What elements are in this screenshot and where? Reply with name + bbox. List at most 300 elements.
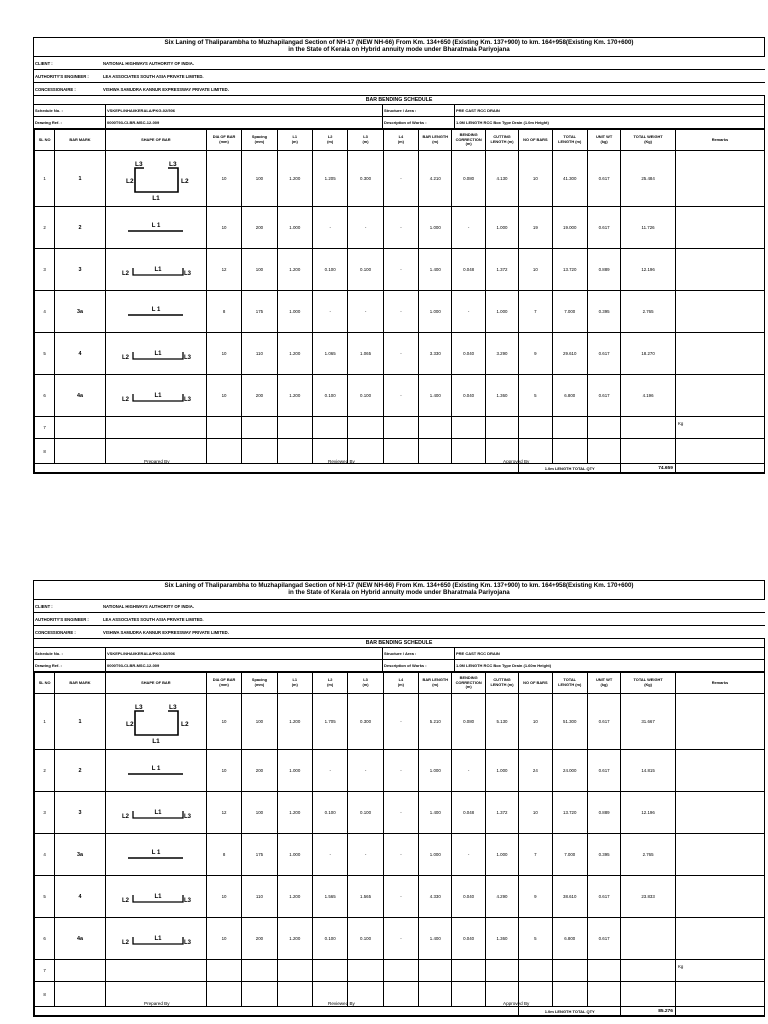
col-sl-no: SL NO bbox=[35, 130, 55, 151]
total-cell: 24.000 bbox=[552, 750, 587, 792]
document-title bbox=[34, 38, 765, 57]
nos-cell bbox=[519, 960, 552, 982]
structure-label: Structure / Area : bbox=[383, 105, 455, 116]
barlen-cell: 1.400 bbox=[419, 375, 452, 417]
table-row bbox=[35, 876, 765, 918]
remarks-cell bbox=[675, 417, 764, 439]
shape-dimension-label: L3 bbox=[183, 355, 191, 361]
spacing-cell: 100 bbox=[242, 694, 277, 750]
col-cutting-length-line: LENGTH (m) bbox=[490, 682, 514, 687]
col-no-of-bars: NO OF BARS bbox=[519, 673, 552, 694]
bend-cell: 0.040 bbox=[452, 375, 485, 417]
col-bar-length-line: BAR LENGTH bbox=[422, 134, 449, 140]
l2-cell bbox=[312, 960, 347, 982]
title-line-2: in the State of Kerala on Hybrid annuity mode under Bharatmala Pariyojana bbox=[288, 589, 510, 596]
dia-cell: 10 bbox=[206, 694, 241, 750]
l1-cell: 1.200 bbox=[277, 876, 312, 918]
bend-cell: - bbox=[452, 207, 485, 249]
shape-cell bbox=[105, 417, 206, 439]
nos-cell: 10 bbox=[519, 151, 552, 207]
shape-cell bbox=[105, 375, 206, 417]
table-row bbox=[35, 918, 765, 960]
bend-cell: - bbox=[452, 750, 485, 792]
shape-dimension-label: L1 bbox=[152, 195, 160, 202]
col-bending-correction-line: (m) bbox=[465, 684, 472, 690]
l2-cell: 1.065 bbox=[312, 333, 347, 375]
spacing-cell: 100 bbox=[242, 151, 277, 207]
total-qty-value: 74.659 bbox=[621, 464, 676, 473]
barlen-cell: 1.000 bbox=[419, 834, 452, 876]
cut-cell: 1.000 bbox=[485, 750, 518, 792]
spacing-cell: 200 bbox=[242, 918, 277, 960]
table-row bbox=[35, 375, 765, 417]
barlen-cell bbox=[419, 439, 452, 464]
spacing-cell bbox=[242, 960, 277, 982]
total-cell: 6.800 bbox=[552, 918, 587, 960]
col-no-of-bars: NO OF BARS bbox=[519, 130, 552, 151]
total-row-blank bbox=[35, 1007, 519, 1016]
total-cell: 13.720 bbox=[552, 792, 587, 834]
total-cell: 6.800 bbox=[552, 375, 587, 417]
remarks-cell bbox=[675, 694, 764, 750]
col-total-length-line: TOTAL bbox=[563, 134, 577, 140]
unit-cell: 0.617 bbox=[587, 333, 620, 375]
bar-mark-cell: 3a bbox=[55, 291, 106, 333]
remarks-cell bbox=[675, 876, 764, 918]
bar-shape-diagram bbox=[106, 375, 206, 415]
remarks-cell bbox=[675, 207, 764, 249]
col-l2 bbox=[312, 130, 347, 151]
col-total-weight bbox=[621, 130, 676, 151]
col-l2-line: L2 bbox=[327, 134, 333, 140]
col-remarks: Remarks bbox=[675, 673, 764, 694]
weight-cell: 14.815 bbox=[621, 750, 676, 792]
unit-cell bbox=[587, 982, 620, 1007]
table-row bbox=[35, 417, 765, 439]
l2-cell: - bbox=[312, 750, 347, 792]
col-bending-correction-line: BENDING bbox=[459, 675, 478, 681]
bar-shape-diagram bbox=[106, 701, 206, 745]
remarks-cell bbox=[675, 291, 764, 333]
nos-cell: 9 bbox=[519, 876, 552, 918]
nos-cell: 7 bbox=[519, 834, 552, 876]
shape-dimension-label: L2 bbox=[125, 721, 134, 728]
unit-cell: 0.395 bbox=[587, 291, 620, 333]
dia-cell: 12 bbox=[206, 249, 241, 291]
shape-dimension-label: L3 bbox=[134, 704, 143, 711]
remarks-cell bbox=[675, 960, 764, 982]
spacing-cell: 110 bbox=[242, 333, 277, 375]
bar-shape-diagram bbox=[106, 249, 206, 289]
l3-cell: - bbox=[348, 207, 383, 249]
barlen-cell bbox=[419, 417, 452, 439]
unit-cell: 0.617 bbox=[587, 207, 620, 249]
l1-cell: 1.200 bbox=[277, 694, 312, 750]
shape-dimension-label: L1 bbox=[154, 267, 162, 273]
col-l1-line: L1 bbox=[292, 134, 298, 140]
shape-dimension-label: L 1 bbox=[151, 307, 161, 313]
concessionaire-row bbox=[34, 83, 765, 96]
l3-cell: 0.100 bbox=[348, 792, 383, 834]
l1-cell: 1.200 bbox=[277, 151, 312, 207]
l1-cell bbox=[277, 439, 312, 464]
dia-cell bbox=[206, 439, 241, 464]
table-header-row bbox=[35, 673, 765, 694]
spacing-cell: 200 bbox=[242, 375, 277, 417]
bend-cell bbox=[452, 960, 485, 982]
table-row bbox=[35, 694, 765, 750]
col-l1 bbox=[277, 130, 312, 151]
l2-cell: - bbox=[312, 291, 347, 333]
dia-cell: 10 bbox=[206, 375, 241, 417]
l3-cell: 0.300 bbox=[348, 694, 383, 750]
client-label: CLIENT : bbox=[35, 60, 53, 66]
table-row bbox=[35, 960, 765, 982]
bar-mark-cell: 2 bbox=[55, 750, 106, 792]
table-header-row bbox=[35, 130, 765, 151]
col-shape: SHAPE OF BAR bbox=[105, 130, 206, 151]
nos-cell: 5 bbox=[519, 918, 552, 960]
reviewed-by: Reviewed By bbox=[328, 459, 355, 464]
l2-cell: - bbox=[312, 207, 347, 249]
spacing-cell: 175 bbox=[242, 291, 277, 333]
col-total-length-line: TOTAL bbox=[563, 677, 577, 683]
l2-cell: 1.565 bbox=[312, 876, 347, 918]
bend-cell bbox=[452, 982, 485, 1007]
authority-engineer-value: LEA ASSOCIATES SOUTH ASIA PRIVATE LIMITED. bbox=[103, 73, 204, 79]
l4-cell: - bbox=[383, 792, 418, 834]
l3-cell bbox=[348, 960, 383, 982]
schedule-label: Schedule No. : bbox=[34, 648, 106, 659]
nos-cell: 7 bbox=[519, 291, 552, 333]
spacing-cell: 175 bbox=[242, 834, 277, 876]
col-remarks: Remarks bbox=[675, 130, 764, 151]
l2-cell bbox=[312, 417, 347, 439]
l3-cell: - bbox=[348, 291, 383, 333]
l4-cell: - bbox=[383, 333, 418, 375]
unit-cell bbox=[587, 439, 620, 464]
remarks-cell bbox=[675, 439, 764, 464]
bend-cell: 0.040 bbox=[452, 876, 485, 918]
l1-cell: 1.000 bbox=[277, 750, 312, 792]
shape-dimension-label: L 1 bbox=[151, 850, 161, 856]
bar-mark-cell: 4 bbox=[55, 333, 106, 375]
barlen-cell: 1.000 bbox=[419, 207, 452, 249]
shape-dimension-label: L2 bbox=[121, 271, 129, 277]
dia-cell: 10 bbox=[206, 876, 241, 918]
weight-cell: 4.196 bbox=[621, 375, 676, 417]
table-row bbox=[35, 291, 765, 333]
col-l3-line: L3 bbox=[363, 677, 368, 683]
cut-cell: 4.290 bbox=[485, 876, 518, 918]
dia-cell: 8 bbox=[206, 291, 241, 333]
approved-by: Approved By bbox=[503, 1001, 530, 1006]
unit-cell bbox=[587, 417, 620, 439]
structure-label: Structure / Area : bbox=[383, 648, 455, 659]
unit-cell: 0.395 bbox=[587, 834, 620, 876]
shape-dimension-label: L3 bbox=[168, 704, 177, 711]
total-cell bbox=[552, 982, 587, 1007]
col-dia-line: (mm) bbox=[219, 682, 229, 687]
l2-cell: - bbox=[312, 834, 347, 876]
reviewed-by: Reviewed By bbox=[328, 1001, 355, 1006]
bar-shape-line bbox=[135, 168, 178, 192]
nos-cell bbox=[519, 417, 552, 439]
dia-cell: 10 bbox=[206, 207, 241, 249]
col-l3-line: (m) bbox=[362, 139, 369, 144]
shape-dimension-label: L3 bbox=[183, 397, 191, 403]
l3-cell bbox=[348, 417, 383, 439]
shape-dimension-label: L3 bbox=[183, 271, 191, 277]
col-cutting-length-line: CUTTING bbox=[493, 134, 511, 140]
col-l1-line: (m) bbox=[291, 139, 298, 144]
spacing-cell: 200 bbox=[242, 207, 277, 249]
l4-cell bbox=[383, 417, 418, 439]
bar-shape-line bbox=[135, 711, 178, 735]
l4-cell: - bbox=[383, 834, 418, 876]
col-sl-no: SL NO bbox=[35, 673, 55, 694]
bend-cell: 0.080 bbox=[452, 151, 485, 207]
col-dia bbox=[206, 130, 241, 151]
col-spacing-line: (mm) bbox=[254, 139, 265, 144]
table-row bbox=[35, 151, 765, 207]
nos-cell: 24 bbox=[519, 750, 552, 792]
total-qty-label: 1.0m LENGTH TOTAL QTY bbox=[519, 464, 621, 473]
l4-cell: - bbox=[383, 375, 418, 417]
sl-no-cell: 6 bbox=[35, 375, 55, 417]
weight-cell: 11.726 bbox=[621, 207, 676, 249]
l4-cell bbox=[383, 982, 418, 1007]
unit-cell bbox=[587, 960, 620, 982]
total-cell bbox=[552, 960, 587, 982]
total-row-blank bbox=[35, 464, 519, 473]
remarks-cell bbox=[675, 918, 764, 960]
col-dia-line: DIA OF BAR bbox=[212, 677, 236, 683]
dia-cell bbox=[206, 982, 241, 1007]
l2-cell: 0.100 bbox=[312, 792, 347, 834]
dia-cell: 10 bbox=[206, 151, 241, 207]
bend-cell: 0.040 bbox=[452, 918, 485, 960]
sl-no-cell: 1 bbox=[35, 694, 55, 750]
document-title bbox=[34, 581, 765, 600]
col-l4-line: L4 bbox=[398, 134, 404, 140]
spacing-cell: 100 bbox=[242, 249, 277, 291]
cut-cell bbox=[485, 417, 518, 439]
works-value: 1.0M LENGTH RCC Box Type Drain (1.0m Height) bbox=[455, 117, 765, 128]
col-l2-line: (m) bbox=[327, 139, 334, 144]
title-line-1: Six Laning of Thaliparambha to Muzhapilangad Section of NH-17 (NEW NH-66) From Km. 134+650 (Existing Km. 137+900) to km. 164+958(Existing Km. 170+600) bbox=[164, 39, 634, 46]
shape-dimension-label: L1 bbox=[154, 810, 162, 816]
bar-schedule-table bbox=[34, 129, 765, 473]
l3-cell: 0.100 bbox=[348, 918, 383, 960]
bbs-sheet-1 bbox=[33, 37, 765, 474]
weight-cell bbox=[621, 439, 676, 464]
l1-cell: 1.200 bbox=[277, 333, 312, 375]
dia-cell: 8 bbox=[206, 834, 241, 876]
l1-cell: 1.000 bbox=[277, 834, 312, 876]
sl-no-cell: 3 bbox=[35, 792, 55, 834]
schedule-row bbox=[34, 105, 765, 117]
barlen-cell: 4.330 bbox=[419, 876, 452, 918]
weight-cell: 25.484 bbox=[621, 151, 676, 207]
shape-cell bbox=[105, 834, 206, 876]
total-row bbox=[35, 464, 765, 473]
total-row-remarks bbox=[675, 1007, 764, 1016]
l4-cell bbox=[383, 960, 418, 982]
shape-dimension-label: L2 bbox=[121, 898, 129, 904]
l1-cell: 1.200 bbox=[277, 792, 312, 834]
shape-dimension-label: L3 bbox=[183, 814, 191, 820]
client-row bbox=[34, 57, 765, 70]
l4-cell bbox=[383, 439, 418, 464]
shape-dimension-label: L2 bbox=[125, 178, 134, 185]
table-row bbox=[35, 333, 765, 375]
remarks-cell bbox=[675, 750, 764, 792]
total-cell: 13.720 bbox=[552, 249, 587, 291]
l3-cell: - bbox=[348, 750, 383, 792]
total-qty-label: 1.0m LENGTH TOTAL QTY bbox=[519, 1007, 621, 1016]
cut-cell: 1.372 bbox=[485, 249, 518, 291]
col-total-weight-line: TOTAL WEIGHT bbox=[633, 134, 663, 140]
total-cell: 7.000 bbox=[552, 834, 587, 876]
shape-cell bbox=[105, 333, 206, 375]
cut-cell: 1.360 bbox=[485, 918, 518, 960]
bar-mark-cell bbox=[55, 417, 106, 439]
authority-engineer-row bbox=[34, 613, 765, 626]
spacing-cell bbox=[242, 417, 277, 439]
shape-cell bbox=[105, 960, 206, 982]
col-unit-wt bbox=[587, 130, 620, 151]
unit-cell: 0.617 bbox=[587, 151, 620, 207]
table-row bbox=[35, 207, 765, 249]
barlen-cell: 1.400 bbox=[419, 249, 452, 291]
l3-cell: - bbox=[348, 834, 383, 876]
prepared-by: Prepared By bbox=[144, 1001, 170, 1006]
sl-no-cell: 2 bbox=[35, 207, 55, 249]
barlen-cell bbox=[419, 982, 452, 1007]
col-dia-line: DIA OF BAR bbox=[212, 134, 236, 140]
total-row bbox=[35, 1007, 765, 1016]
shape-dimension-label: L 1 bbox=[151, 223, 161, 229]
col-bar-mark: BAR MARK bbox=[55, 130, 106, 151]
remarks-cell bbox=[675, 333, 764, 375]
shape-cell bbox=[105, 151, 206, 207]
col-total-weight-line: (Kg) bbox=[644, 139, 652, 144]
weight-cell: 23.833 bbox=[621, 876, 676, 918]
nos-cell: 10 bbox=[519, 249, 552, 291]
unit-cell: 0.617 bbox=[587, 876, 620, 918]
col-bar-mark: BAR MARK bbox=[55, 673, 106, 694]
l1-cell bbox=[277, 982, 312, 1007]
total-cell bbox=[552, 417, 587, 439]
cut-cell: 1.372 bbox=[485, 792, 518, 834]
total-qty-value: 85.276 bbox=[621, 1007, 676, 1016]
l3-cell: 0.300 bbox=[348, 151, 383, 207]
l1-cell: 1.000 bbox=[277, 291, 312, 333]
shape-dimension-label: L3 bbox=[183, 940, 191, 946]
l4-cell: - bbox=[383, 918, 418, 960]
schedule-label: Schedule No. : bbox=[34, 105, 106, 116]
spacing-cell: 200 bbox=[242, 750, 277, 792]
col-spacing-line: (mm) bbox=[254, 682, 265, 687]
bar-mark-cell: 4 bbox=[55, 876, 106, 918]
kg-unit: Kg bbox=[678, 421, 684, 426]
shape-dimension-label: L2 bbox=[121, 814, 129, 820]
cut-cell bbox=[485, 960, 518, 982]
nos-cell: 19 bbox=[519, 207, 552, 249]
bar-mark-cell: 1 bbox=[55, 694, 106, 750]
col-spacing bbox=[242, 673, 277, 694]
weight-cell: 12.196 bbox=[621, 792, 676, 834]
unit-cell: 0.889 bbox=[587, 249, 620, 291]
weight-cell: 31.667 bbox=[621, 694, 676, 750]
sl-no-cell: 7 bbox=[35, 960, 55, 982]
shape-cell bbox=[105, 694, 206, 750]
bar-mark-cell: 1 bbox=[55, 151, 106, 207]
total-cell: 41.300 bbox=[552, 151, 587, 207]
authority-engineer-row bbox=[34, 70, 765, 83]
client-value: NATIONAL HIGHWAYS AUTHORITY OF INDIA. bbox=[103, 60, 194, 66]
unit-cell: 0.617 bbox=[587, 750, 620, 792]
title-line-1: Six Laning of Thaliparambha to Muzhapilangad Section of NH-17 (NEW NH-66) From Km. 134+650 (Existing Km. 137+900) to km. 164+958(Existing Km. 170+600) bbox=[164, 582, 634, 589]
l4-cell: - bbox=[383, 207, 418, 249]
bar-shape-diagram bbox=[106, 918, 206, 958]
sl-no-cell: 2 bbox=[35, 750, 55, 792]
sl-no-cell: 5 bbox=[35, 333, 55, 375]
l4-cell: - bbox=[383, 291, 418, 333]
remarks-cell bbox=[675, 834, 764, 876]
col-l3 bbox=[348, 130, 383, 151]
bend-cell: 0.048 bbox=[452, 792, 485, 834]
drawing-label: Drawing Ref. : bbox=[34, 117, 106, 128]
sl-no-cell: 7 bbox=[35, 417, 55, 439]
schedule-value: VSKEPL/NHAI/KERALA/PKG-02/506 bbox=[106, 648, 383, 659]
shape-cell bbox=[105, 750, 206, 792]
weight-cell: 2.765 bbox=[621, 834, 676, 876]
col-l3-line: L3 bbox=[363, 134, 368, 140]
shape-cell bbox=[105, 249, 206, 291]
drawing-label: Drawing Ref. : bbox=[34, 660, 106, 671]
shape-dimension-label: L2 bbox=[121, 397, 129, 403]
total-row-remarks bbox=[675, 464, 764, 473]
barlen-cell: 5.210 bbox=[419, 694, 452, 750]
schedule-row bbox=[34, 648, 765, 660]
weight-cell: 12.196 bbox=[621, 249, 676, 291]
shape-dimension-label: L2 bbox=[121, 940, 129, 946]
kg-unit: Kg bbox=[678, 964, 684, 969]
col-l2-line: (m) bbox=[327, 682, 334, 687]
cut-cell: 5.130 bbox=[485, 694, 518, 750]
col-unit-wt-line: (kg) bbox=[600, 139, 608, 144]
table-row bbox=[35, 750, 765, 792]
col-l1 bbox=[277, 673, 312, 694]
l2-cell: 1.205 bbox=[312, 151, 347, 207]
shape-dimension-label: L3 bbox=[168, 161, 177, 168]
col-total-weight-line: (Kg) bbox=[644, 682, 652, 687]
col-total-length bbox=[552, 130, 587, 151]
unit-cell: 0.617 bbox=[587, 918, 620, 960]
table-row bbox=[35, 834, 765, 876]
col-bending-correction bbox=[452, 130, 485, 151]
barlen-cell bbox=[419, 960, 452, 982]
title-line-2: in the State of Kerala on Hybrid annuity mode under Bharatmala Pariyojana bbox=[288, 46, 510, 53]
remarks-cell bbox=[675, 151, 764, 207]
concessionaire-label: CONCESSIONAIRE : bbox=[35, 629, 76, 635]
bend-cell: - bbox=[452, 291, 485, 333]
works-label: Description of Works : bbox=[383, 660, 455, 671]
col-l4-line: (m) bbox=[397, 682, 404, 687]
col-unit-wt-line: (kg) bbox=[600, 682, 608, 687]
